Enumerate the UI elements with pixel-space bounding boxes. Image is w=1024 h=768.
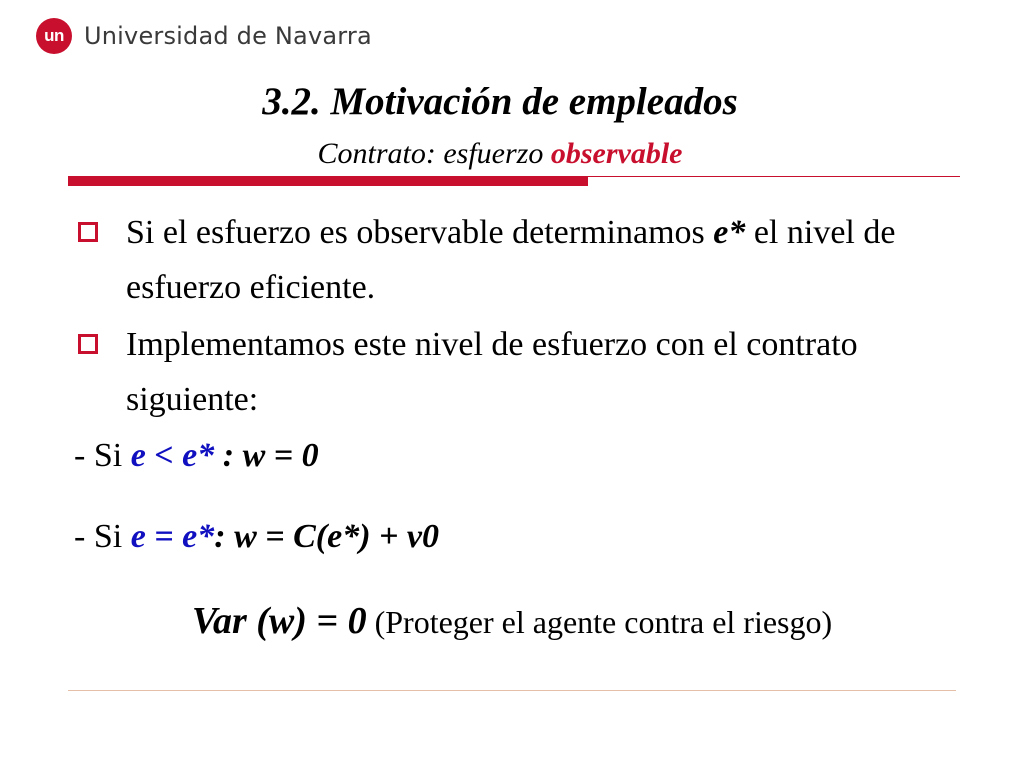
title-underline-thin — [588, 176, 960, 177]
rule-1-result: : w = 0 — [214, 437, 319, 474]
slide-subtitle — [0, 136, 1000, 172]
rule-2-prefix: - Si — [74, 518, 131, 555]
contract-rule-1 — [74, 436, 319, 476]
rule-2-condition: e = e* — [130, 518, 215, 555]
variance-statement — [0, 598, 1024, 652]
subtitle-prefix: Contrato: esfuerzo — [317, 137, 551, 170]
hollow-square-bullet-icon — [78, 334, 98, 354]
title-underline-thick — [68, 176, 588, 186]
variance-formula: Var (w) = 0 — [191, 600, 367, 642]
un-logo-icon — [36, 18, 72, 54]
institution-header — [36, 16, 372, 56]
subtitle-emphasis: observable — [550, 137, 683, 170]
logo-mark-text: un — [44, 26, 64, 45]
variance-note: (Proteger el agente contra el riesgo) — [366, 604, 833, 640]
bullet-1-before: Si el esfuerzo es observable determinamos — [126, 214, 714, 251]
bullet-item-1 — [78, 205, 958, 315]
bullet-1-after: el nivel de esfuerzo eficiente. — [126, 214, 896, 306]
rule-2-result: : w = C(e*) + v0 — [214, 518, 440, 555]
rule-1-prefix: - Si — [74, 437, 131, 474]
bullet-1-emphasis: e* — [713, 214, 746, 251]
contract-rule-2 — [74, 517, 439, 557]
rule-1-condition: e < e* — [130, 437, 215, 474]
hollow-square-bullet-icon — [78, 222, 98, 242]
bullet-text-1 — [126, 205, 958, 315]
footer-divider — [68, 690, 956, 691]
institution-name: Universidad de Navarra — [84, 22, 372, 50]
bullet-item-2 — [78, 317, 958, 427]
slide-title: 3.2. Motivación de empleados — [262, 80, 738, 123]
bullet-text-2: Implementamos este nivel de esfuerzo con el contrato siguiente: — [126, 326, 858, 418]
